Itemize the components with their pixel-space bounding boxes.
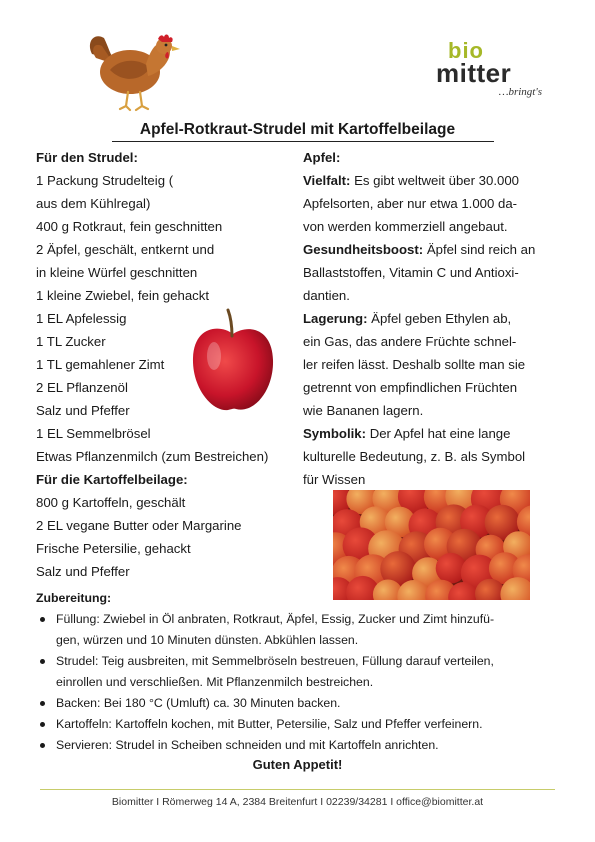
recipe-title: Apfel-Rotkraut-Strudel mit Kartoffelbeilage [139,121,456,138]
title-underline [112,141,494,142]
apple-fact-line [303,468,565,491]
logo-tagline: …bringt's [498,86,542,98]
ingredient-line: 400 g Rotkraut, fein geschnitten [36,219,223,234]
apple-fact-line [303,307,565,330]
footer-divider [40,789,555,790]
apple-fact-line [303,330,565,353]
apple-fact-text: Ballaststoffen, Vitamin C und Antioxi- [303,265,519,280]
preparation-step-line: Strudel: Teig ausbreiten, mit Semmelbröseln bestreuen, Füllung darauf verteilen, [56,654,494,668]
apple-fact-text: getrennt von empfindlichen Früchten [303,380,518,395]
ingredient-line: 1 TL gemahlener Zimt [36,357,165,372]
preparation-section [36,588,566,756]
preparation-step [36,609,566,651]
logo-word-bio: bio [448,38,484,63]
apple-fact-label: Vielfalt: [303,173,351,188]
apple-fact-text: wie Bananen lagern. [303,403,424,418]
apple-fact-text: Äpfel geben Ethylen ab, [367,311,512,326]
preparation-step [36,735,566,756]
apple-fact-line [303,353,565,376]
apple-facts-column [303,146,565,491]
ingredient-line: 1 EL Apfelessig [36,311,127,326]
ingredient-line: Etwas Pflanzenmilch (zum Bestreichen) [36,449,269,464]
footer-contact: Biomitter I Römerweg 14 A, 2384 Breitenfurt I 02239/34281 I office@biomitter.at [111,796,484,808]
apple-fact-text: von werden kommerziell angebaut. [303,219,508,234]
ingredient-line: 2 EL vegane Butter oder Margarine [36,518,242,533]
apple-fact-text: dantien. [303,288,350,303]
apple-fact-label: Symbolik: [303,426,367,441]
apple-fact-text: ein Gas, das andere Früchte schnel- [303,334,517,349]
preparation-step-line: Kartoffeln: Kartoffeln kochen, mit Butter, Petersilie, Salz und Pfeffer verfeinern. [56,717,483,731]
ingredient-line: Salz und Pfeffer [36,564,130,579]
ingredient-line: 1 EL Semmelbrösel [36,426,151,441]
apple-fact-text: kulturelle Bedeutung, z. B. als Symbol [303,449,526,464]
preparation-step-line: gen, würzen und 10 Minuten dünsten. Abkühlen lassen. [56,633,359,647]
hen-image [84,24,188,112]
ingredient-line: 800 g Kartoffeln, geschält [36,495,186,510]
apple-fact-label: Lagerung: [303,311,368,326]
ingredient-line: 1 TL Zucker [36,334,106,349]
apples-photo [333,490,530,600]
biomitter-logo [436,40,546,102]
apple-fact-line [303,376,565,399]
apple-fact-line [303,284,565,307]
apple-fact-line [303,445,565,468]
preparation-step [36,693,566,714]
ingredient-line: 1 Packung Strudelteig ( [36,173,174,188]
preparation-step [36,714,566,735]
apple-fact-line [303,422,565,445]
apple-fact-line [303,192,565,215]
ingredient-line: in kleine Würfel geschnitten [36,265,198,280]
ingredient-line: 2 Äpfel, geschält, entkernt und [36,242,215,257]
preparation-step-line: Servieren: Strudel in Scheiben schneiden und mit Kartoffeln anrichten. [56,738,439,752]
ingredient-line: aus dem Kühlregal) [36,196,151,211]
apple-facts-list [303,169,565,491]
apple-fact-text: Der Apfel hat eine lange [366,426,511,441]
preparation-step-line: einrollen und verschließen. Mit Pflanzenmilch bestreichen. [56,675,374,689]
ingredient-line: 2 EL Pflanzenöl [36,380,128,395]
apple-image [188,306,278,416]
preparation-steps [36,609,566,756]
apple-fact-line [303,399,565,422]
preparation-step [36,651,566,693]
ingredient-line: Frische Petersilie, gehackt [36,541,191,556]
apple-fact-text: für Wissen [303,472,366,487]
apple-fact-text: ler reifen lässt. Deshalb sollte man sie [303,357,526,372]
ingredient-line: Salz und Pfeffer [36,403,130,418]
apple-fact-text: Äpfel sind reich an [423,242,536,257]
ingredients-heading: Für die Kartoffelbeilage: [36,472,188,487]
ingredient-line: 1 kleine Zwiebel, fein gehackt [36,288,210,303]
apple-fact-line [303,238,565,261]
preparation-step-line: Füllung: Zwiebel in Öl anbraten, Rotkraut, Äpfel, Essig, Zucker und Zimt hinzufü- [56,612,495,626]
ingredients-heading: Für den Strudel: [36,150,138,165]
closing-line: Guten Appetit! [252,757,343,772]
preparation-step-line: Backen: Bei 180 °C (Umluft) ca. 30 Minuten backen. [56,696,341,710]
apple-fact-text: Es gibt weltweit über 30.000 [350,173,520,188]
preparation-heading: Zubereitung: [36,591,112,605]
logo-word-mitter: mitter [436,58,512,88]
apple-fact-label: Gesundheitsboost: [303,242,424,257]
apple-fact-text: Apfelsorten, aber nur etwa 1.000 da- [303,196,518,211]
apple-fact-line [303,215,565,238]
apple-fact-line [303,169,565,192]
apple-fact-line [303,261,565,284]
apple-facts-heading: Apfel: [303,150,341,165]
